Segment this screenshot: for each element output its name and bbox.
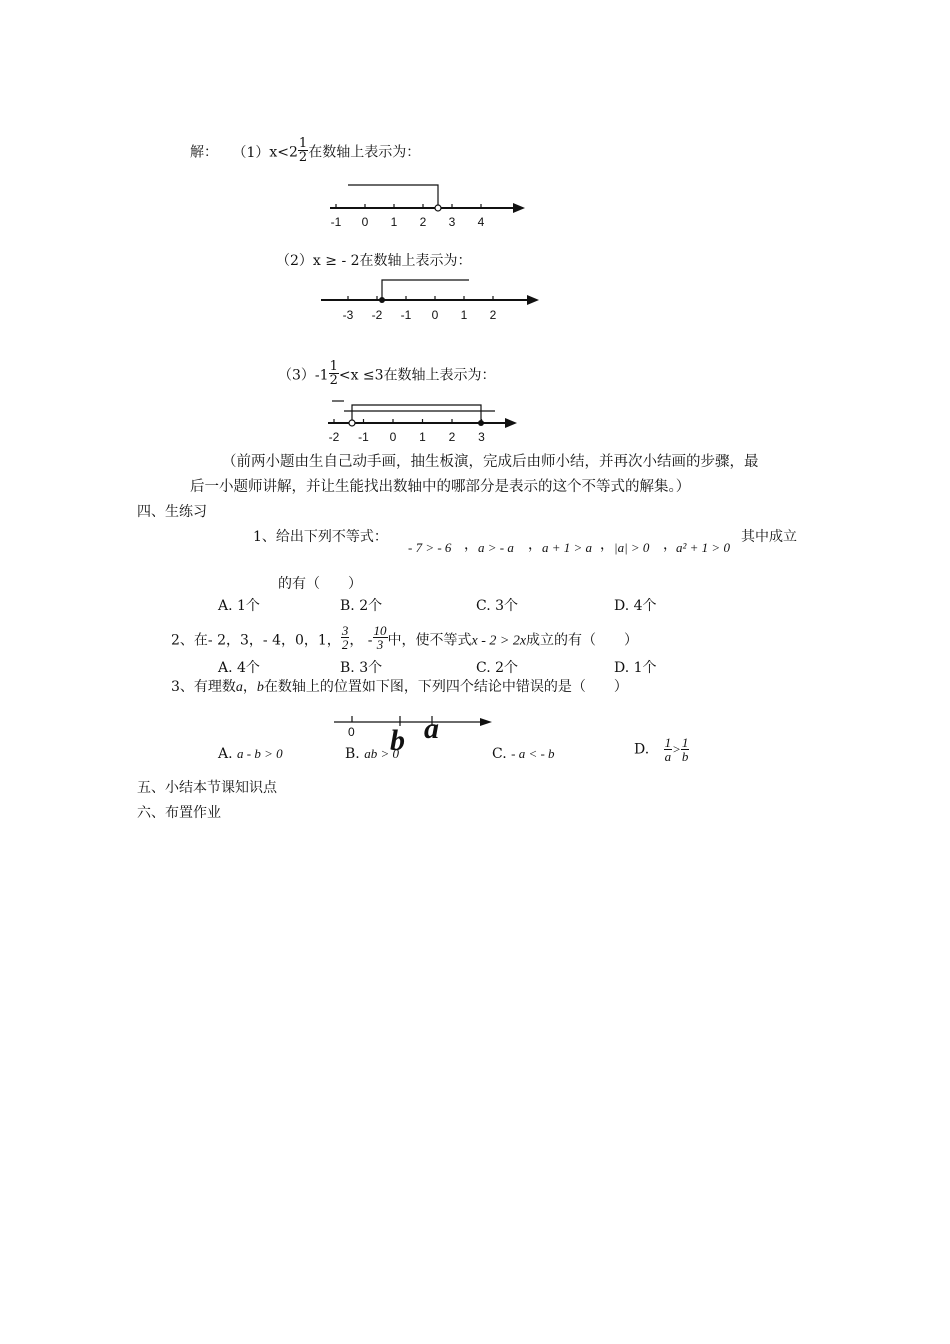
part-tail: 在数轴上表示为： — [383, 367, 496, 384]
solution-line-2 — [276, 254, 472, 268]
q3-option-c[interactable]: C. - a < - b — [492, 746, 555, 762]
label-a: a — [424, 712, 439, 745]
q2-option-c[interactable]: C. 2个 — [476, 660, 519, 676]
inequality-1: x<2 — [269, 144, 298, 161]
closed-point — [379, 297, 385, 303]
axis-arrow — [480, 718, 492, 726]
part-index: （1） — [232, 144, 270, 161]
fraction-1-a: $\frac{1}{a}$ — [664, 735, 672, 764]
tick-label: 0 — [431, 308, 439, 322]
solution-bracket — [382, 280, 469, 298]
q2-line: 2、在- 2，3，- 4，0，1， $\frac{3}{2}$ ， - $\frac{10}{3}$ 中，使不等式x - 2 > 2x成立的有（ ） — [171, 623, 639, 652]
number-line-3 — [322, 395, 532, 445]
tick-label: 2 — [489, 308, 497, 322]
tick-label: 2 — [419, 215, 427, 229]
fraction-1-b: $\frac{1}{b}$ — [681, 735, 689, 764]
tick-label: 3 — [448, 215, 456, 229]
q3-option-d[interactable]: D. $\frac{1}{a}$ > $\frac{1}{b}$ — [634, 735, 689, 764]
tick-label: 0 — [389, 430, 397, 444]
q1-sep: ， — [528, 537, 542, 553]
solution-bracket — [348, 185, 438, 206]
section-6-title: 六、布置作业 — [137, 805, 221, 821]
q1-sep: ， — [464, 537, 478, 553]
q2-option-d[interactable]: D. 1个 — [614, 660, 657, 676]
tick-label: 1 — [419, 430, 426, 444]
fraction-half: $\frac{1}{2}$ — [329, 359, 338, 388]
q1-expr-4: |a| > 0 — [614, 540, 650, 555]
number-line-1 — [320, 180, 540, 240]
q2-stem: 2、在- 2，3，- 4，0，1， — [171, 632, 341, 649]
tick-label: 4 — [477, 215, 485, 229]
q1-option-d[interactable]: D. 4个 — [614, 598, 657, 614]
q1-sep: ， — [663, 537, 677, 553]
fraction-3-2: $\frac{3}{2}$ — [341, 623, 349, 652]
solution-label: 解： — [190, 144, 218, 161]
q2-inequality: x - 2 > 2x — [471, 633, 527, 649]
fraction-10-3: $\frac{10}{3}$ — [373, 623, 387, 652]
tick-label: -2 — [371, 308, 383, 322]
label-b: b — [390, 724, 405, 757]
inequality-2: x ≥ - 2 — [312, 253, 360, 269]
tick-label: -3 — [342, 308, 354, 322]
q1-option-a[interactable]: A. 1个 — [218, 598, 260, 614]
solution-line-3: （3）-1 $\frac{1}{2}$ <x ≤3在数轴上表示为： — [278, 359, 496, 388]
part-tail: 在数轴上表示为： — [359, 253, 472, 269]
solution-bracket — [352, 405, 481, 421]
tick-label: 2 — [448, 430, 456, 444]
q2-option-a[interactable]: A. 4个 — [218, 660, 260, 676]
note-line-2: 后一小题师讲解，并让生能找出数轴中的哪部分是表示的这个不等式的解集。） — [190, 479, 691, 495]
tick-label: 1 — [460, 308, 468, 322]
q1-sep: ， — [600, 537, 614, 553]
q1-tail: 其中成立 — [741, 529, 797, 545]
tick-label: -1 — [358, 430, 369, 444]
axis-arrow — [527, 295, 539, 305]
label-zero: 0 — [348, 725, 355, 739]
solution-line-1 — [190, 136, 421, 165]
q1-expr-1: - 7 > - 6 — [408, 540, 452, 555]
tick-label: 1 — [390, 215, 398, 229]
q3-option-a[interactable]: A. a - b > 0 — [218, 746, 283, 762]
number-line-2 — [315, 275, 555, 330]
section-5-title: 五、小结本节课知识点 — [137, 780, 277, 796]
q1-expr-2: a > - a — [478, 540, 514, 555]
open-point — [349, 420, 355, 426]
axis-arrow — [513, 203, 525, 213]
q3-option-b[interactable]: B. ab > 0 — [345, 746, 399, 762]
part-index: （3） — [278, 367, 315, 384]
q1-expr-3: a + 1 > a — [542, 540, 593, 555]
section-4-title: 四、生练习 — [137, 504, 207, 520]
open-point — [435, 205, 441, 211]
q3-line: 3、有理数a，b在数轴上的位置如下图，下列四个结论中错误的是（ ） — [171, 679, 628, 695]
part-index: （2） — [276, 253, 313, 269]
q1-option-b[interactable]: B. 2个 — [340, 598, 383, 614]
fraction-half: $\frac{1}{2}$ — [298, 136, 308, 165]
note-line-1: （前两小题由生自己动手画，抽生板演，完成后由师小结，并再次小结画的步骤，最 — [222, 454, 759, 470]
q1-cont: 的有（ ） — [278, 576, 362, 592]
tick-label: -2 — [328, 430, 340, 444]
tick-label: 0 — [361, 215, 369, 229]
tick-label: -1 — [400, 308, 412, 322]
part-tail: 在数轴上表示为： — [308, 144, 421, 161]
tick-label: 3 — [478, 430, 485, 444]
q3-stem: 3、有理数 — [171, 679, 236, 695]
tick-label: -1 — [330, 215, 342, 229]
q1-stem: 1、给出下列不等式： — [253, 529, 388, 545]
q2-option-b[interactable]: B. 3个 — [340, 660, 383, 676]
q1-option-c[interactable]: C. 3个 — [476, 598, 519, 614]
inequality-3: <x ≤3 — [338, 367, 384, 384]
q1-expr-5: a² + 1 > 0 — [676, 540, 730, 555]
axis-arrow — [505, 418, 517, 428]
